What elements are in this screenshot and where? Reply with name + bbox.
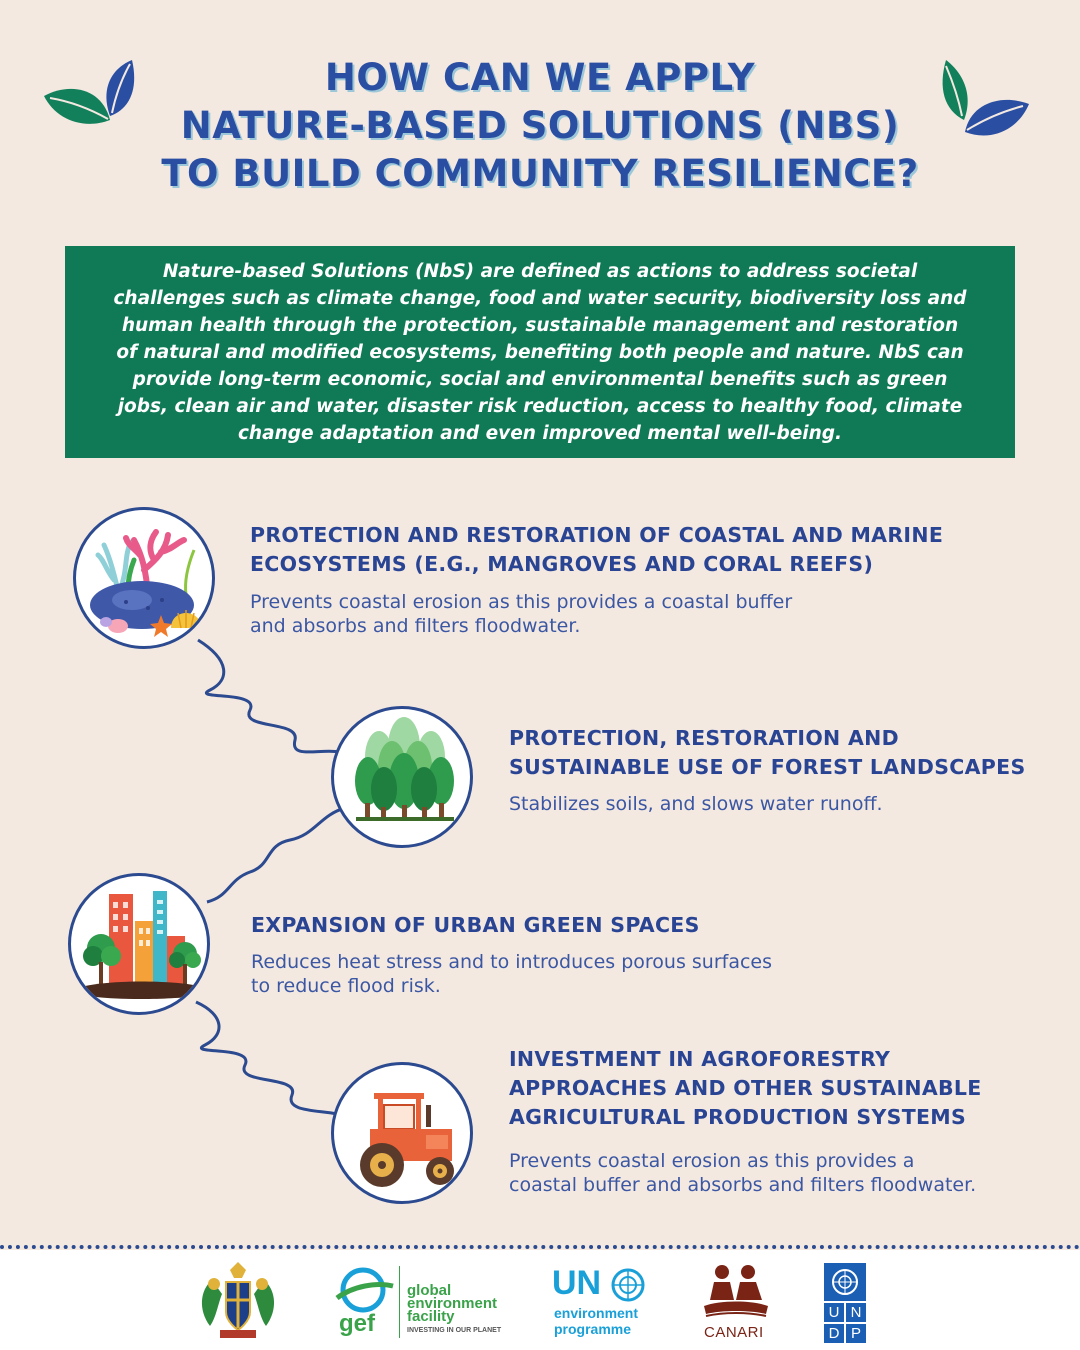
title-line: NATURE-BASED SOLUTIONS (NBS) [180,104,900,147]
gef-divider [399,1266,400,1338]
title-line: TO BUILD COMMUNITY RESILIENCE? [161,152,919,195]
tractor-circle [331,1062,473,1204]
solution-4-title [509,1045,982,1132]
footer-divider [0,1245,1080,1249]
solution-3-title [251,911,700,940]
unep-logo [552,1265,662,1345]
title-line: PROTECTION, RESTORATION AND [509,726,899,750]
canari-logo [700,1262,772,1342]
gef-logo [333,1264,513,1344]
solution-2-title [509,724,1026,782]
gef-name-line: global [407,1282,452,1299]
title-line: SUSTAINABLE USE OF FOREST LANDSCAPES [509,755,1026,779]
gef-globe-icon [333,1264,395,1316]
gef-abbr: gef [339,1310,375,1337]
unep-abbr: UN [552,1264,602,1302]
gef-tagline: INVESTING IN OUR PLANET [407,1327,502,1334]
forest-icon [334,709,473,848]
unep-name-line: environment [554,1305,639,1321]
solution-1-title [250,521,943,579]
intro-line: Nature-based Solutions (NbS) are defined as actions to address societal [162,261,918,282]
canari-figures-icon [700,1262,772,1320]
tractor-icon [334,1065,473,1204]
coat-of-arms-logo [192,1260,284,1342]
intro-line: challenges such as climate change, food and water security, biodiversity loss and [113,288,967,309]
unep-name-line: programme [554,1321,632,1337]
coral-reef-icon [76,510,215,649]
intro-line: human health through the protection, sustainable management and restoration [121,315,959,336]
title-line: INVESTMENT IN AGROFORESTRY [509,1047,891,1071]
canari-name: CANARI [704,1324,764,1341]
title-line: PROTECTION AND RESTORATION OF COASTAL AND MARINE [250,523,944,547]
undp-letter-tile: P [846,1324,866,1343]
gef-name [407,1284,497,1323]
un-emblem-icon [610,1267,646,1303]
title-line: AGRICULTURAL PRODUCTION SYSTEMS [509,1105,967,1129]
solution-1-description [250,590,792,638]
intro-line: jobs, clean air and water, disaster risk reduction, access to healthy food, climate [117,396,963,417]
undp-emblem-tile [824,1263,866,1301]
title-line: HOW CAN WE APPLY [324,56,756,99]
undp-letter-tile: U [824,1303,844,1322]
title-line: EXPANSION OF URBAN GREEN SPACES [251,913,700,937]
title-line: ECOSYSTEMS (E.G., MANGROVES AND CORAL REEFS) [250,552,874,576]
desc-line: Prevents coastal erosion as this provides a coastal buffer [250,591,793,613]
undp-letter-tile: N [846,1303,866,1322]
intro-line: provide long-term economic, social and environmental benefits such as green [132,369,948,390]
gef-name-line: environment [407,1295,498,1312]
coral-reef-circle [73,507,215,649]
forest-circle [331,706,473,848]
urban-green-circle [68,873,210,1015]
undp-logo [824,1263,866,1343]
desc-line: and absorbs and filters floodwater. [250,615,581,637]
gef-name-line: facility [407,1308,455,1325]
desc-line: Stabilizes soils, and slows water runoff. [509,793,883,815]
intro-line: change adaptation and even improved mental well-being. [237,423,843,444]
desc-line: coastal buffer and absorbs and filters floodwater. [509,1174,977,1196]
solution-4-description [509,1149,976,1197]
undp-letter-tile: D [824,1324,844,1343]
intro-line: of natural and modified ecosystems, benefiting both people and nature. NbS can [116,342,964,363]
urban-green-icon [71,876,210,1015]
solution-3-description [251,950,772,998]
desc-line: to reduce flood risk. [251,975,441,997]
unep-name [554,1305,638,1337]
desc-line: Reduces heat stress and to introduces porous surfaces [251,951,773,973]
title-line: APPROACHES AND OTHER SUSTAINABLE [509,1076,982,1100]
un-emblem-icon [824,1263,866,1301]
desc-line: Prevents coastal erosion as this provides a [509,1150,915,1172]
solution-2-description [509,792,883,816]
footer-white-band [0,1250,1080,1350]
